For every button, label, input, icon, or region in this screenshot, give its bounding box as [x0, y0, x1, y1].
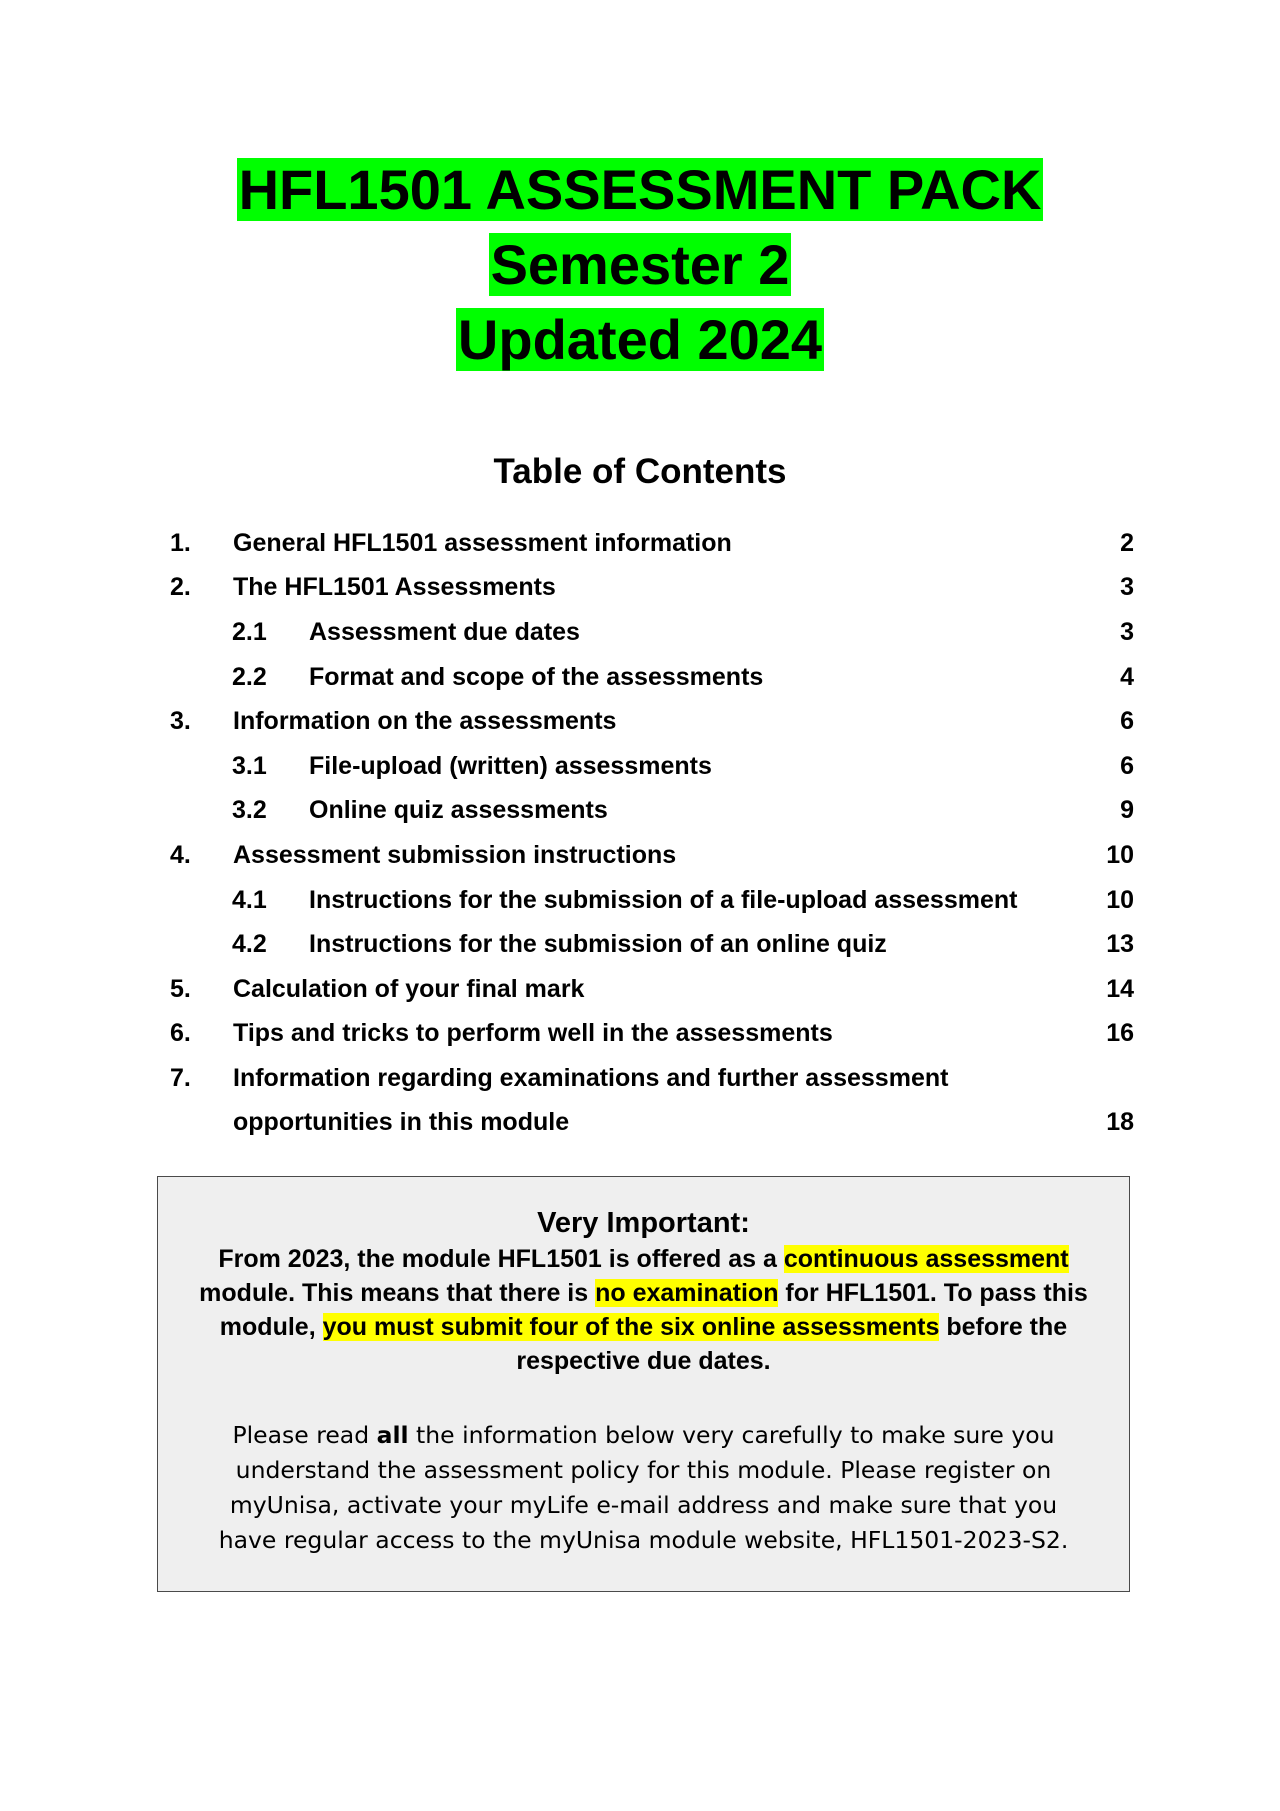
toc-entry-page: 3: [1120, 618, 1134, 646]
toc-entry-page: 16: [1106, 1019, 1134, 1047]
highlight-no-examination: no examination: [595, 1279, 779, 1307]
toc-entry-number: 1.: [170, 529, 191, 557]
toc-entry-title: Online quiz assessments: [309, 796, 608, 824]
toc-entry-number: 4.2: [232, 930, 267, 958]
toc-entry-title: General HFL1501 assessment information: [233, 529, 732, 557]
notice-info-line: understand the assessment policy for this module. Please register on: [235, 1456, 1052, 1484]
toc-entry[interactable]: [0, 610, 1280, 654]
toc-entry-page: 9: [1120, 796, 1134, 824]
toc-entry-title: Information regarding examinations and further assessment: [233, 1064, 949, 1092]
toc-entry-title: Instructions for the submission of an online quiz: [309, 930, 887, 958]
notice-info-line: have regular access to the myUnisa module website, HFL1501-2023-S2.: [218, 1526, 1069, 1554]
title-line-2: Semester 2: [490, 233, 790, 296]
toc-entry-number: 3.: [170, 707, 191, 735]
toc-entry-page: 13: [1106, 930, 1134, 958]
toc-entry[interactable]: [0, 521, 1280, 565]
toc-entry-title-continued: opportunities in this module: [233, 1108, 570, 1136]
toc-entry-page: 6: [1120, 752, 1134, 780]
toc-heading: Table of Contents: [493, 452, 787, 491]
toc-entry-number: 4.1: [232, 886, 267, 914]
toc-entry-page: 18: [1106, 1108, 1134, 1136]
toc-entry[interactable]: [0, 699, 1280, 743]
toc-entry-title: Tips and tricks to perform well in the assessments: [233, 1019, 833, 1047]
toc-entry-number: 4.: [170, 841, 191, 869]
toc-entry-title: Calculation of your final mark: [233, 975, 585, 1003]
toc-entry-number: 7.: [170, 1064, 191, 1092]
toc-entry-number: 2.2: [232, 663, 267, 691]
toc-entry[interactable]: [0, 833, 1280, 877]
toc-entry-page: 2: [1120, 529, 1134, 557]
toc-entry-page: 10: [1106, 841, 1134, 869]
toc-entry-title: Instructions for the submission of a file-upload assessment: [309, 886, 1018, 914]
toc-entry-title: Assessment submission instructions: [233, 841, 677, 869]
toc-entry-page: 6: [1120, 707, 1134, 735]
toc-entry-title: File-upload (written) assessments: [309, 752, 712, 780]
title-line-3: Updated 2024: [457, 308, 823, 371]
toc-entry-number: 3.2: [232, 796, 267, 824]
notice-heading: Very Important:: [537, 1207, 750, 1239]
toc-entry-number: 2.: [170, 573, 191, 601]
notice-bold-paragraph: From 2023, the module HFL1501 is offered as a continuous assessment module. This means that there is no examination for HFL1501. To pass this module, you must submit four of the six online assessments before the respective due dates.: [199, 1245, 1088, 1375]
notice-info-line: myUnisa, activate your myLife e-mail address and make sure that you: [229, 1491, 1058, 1519]
toc-entry[interactable]: [0, 1056, 1280, 1100]
toc-entry[interactable]: [0, 655, 1280, 699]
toc-entry-number: 2.1: [232, 618, 267, 646]
toc-entry-page: 4: [1120, 663, 1134, 691]
toc-entry-number: 5.: [170, 975, 191, 1003]
toc-entry[interactable]: [0, 744, 1280, 788]
toc-entry[interactable]: [0, 788, 1280, 832]
highlight-continuous-assessment: continuous assessment: [783, 1245, 1069, 1273]
toc-entry[interactable]: [0, 922, 1280, 966]
toc-entry-page: 14: [1106, 975, 1134, 1003]
toc-entry[interactable]: [0, 967, 1280, 1011]
important-notice-box: [157, 1176, 1130, 1592]
toc-entry-page: 10: [1106, 886, 1134, 914]
toc-entry-continuation[interactable]: [0, 1100, 1280, 1144]
toc-entry-title: Information on the assessments: [233, 707, 617, 735]
notice-info-paragraph: [158, 1418, 1129, 1558]
toc-entry-number: 6.: [170, 1019, 191, 1047]
toc-entry-number: 3.1: [232, 752, 267, 780]
toc-entry-page: 3: [1120, 573, 1134, 601]
toc-entry-title: The HFL1501 Assessments: [233, 573, 556, 601]
toc-entry[interactable]: [0, 565, 1280, 609]
toc-entry[interactable]: [0, 1011, 1280, 1055]
title-line-1: HFL1501 ASSESSMENT PACK: [238, 158, 1042, 221]
document-title: [0, 152, 1280, 377]
notice-info-line: Please read all the information below very carefully to make sure you: [232, 1421, 1055, 1449]
toc-entry-title: Assessment due dates: [309, 618, 580, 646]
toc-entry[interactable]: [0, 878, 1280, 922]
toc-entry-title: Format and scope of the assessments: [309, 663, 764, 691]
emphasis-all: all: [376, 1421, 409, 1449]
highlight-submit-four-assessments: you must submit four of the six online assessments: [322, 1313, 940, 1341]
